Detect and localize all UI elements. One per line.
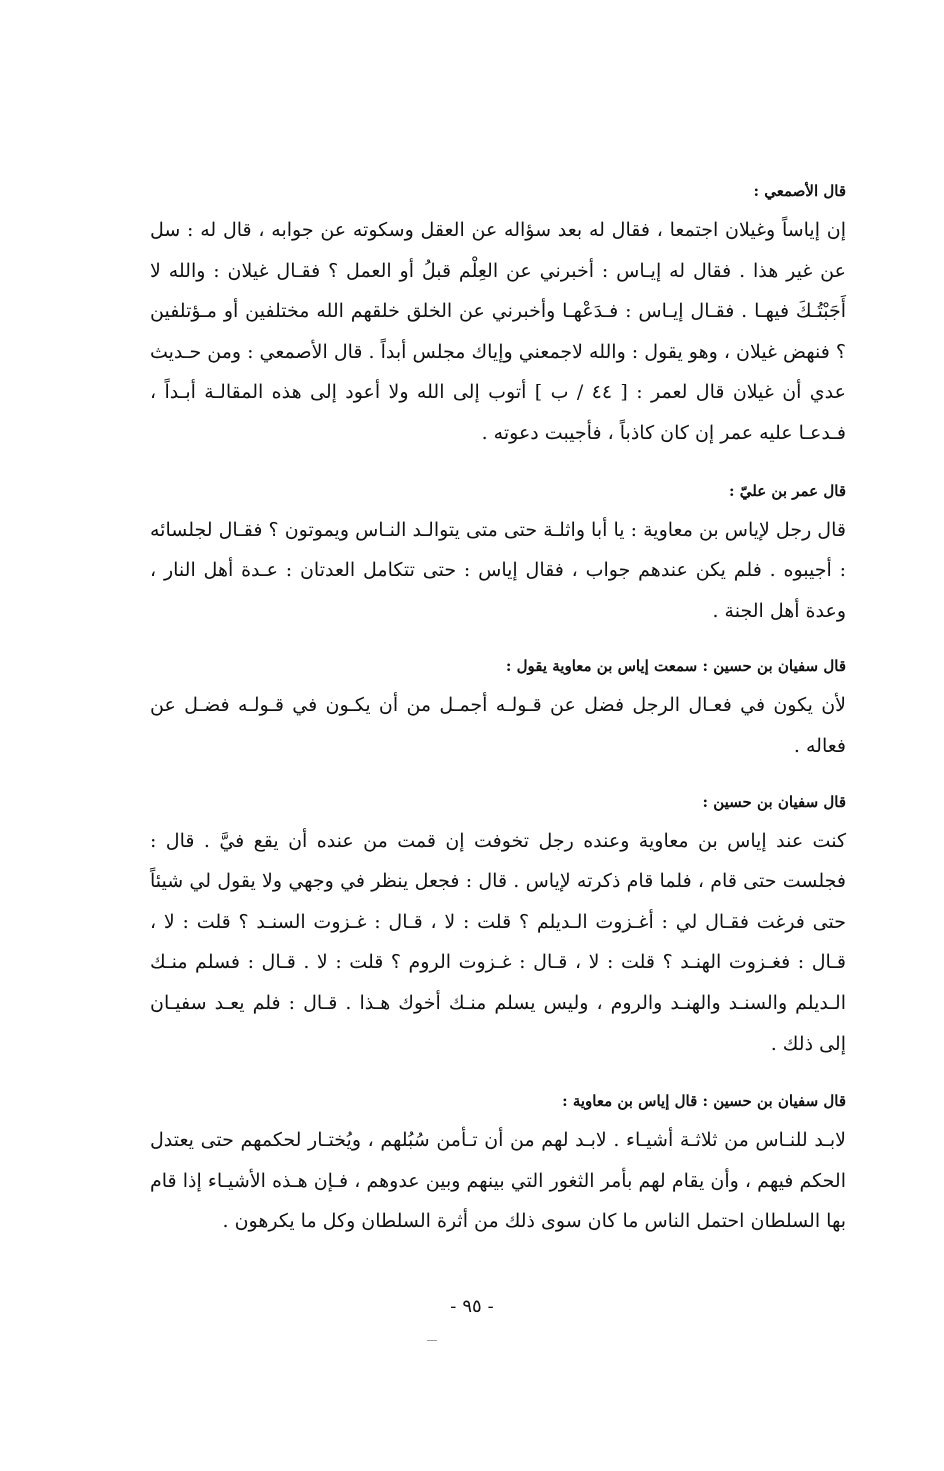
section-body: قال رجل لإياس بن معاوية : يا أبا واثلـة حتى متى يتوالـد النـاس ويموتون ؟ فقـال لجلسائه : أجيبوه . فلم يكن عندهم جواب ، فقال إياس : حتى تتكامل العدتان : عـدة أهل النار ، وعدة أهل الجنة . [150,518,846,622]
section-sufyan-3 [150,1088,846,1242]
section-heading: قال سفيان بن حسين : سمعت إياس بن معاوية يقول : [505,657,846,676]
section-heading: قال سفيان بن حسين : [702,792,846,811]
section-umar-bin-ali [150,478,846,632]
page-number [0,1296,944,1317]
section-asmai [150,178,846,454]
section-body: لابـد للنـاس من ثلاثـة أشيـاء . لابـد لهم من أن تـأمن سُبُلهم ، ويُختـار لحكمهم حتى يعتدل الحكم فيهم ، وأن يقام لهم بأمر الثغور التي بينهم وبين عدوهم ، فـإن هـذه الأشيـاء إذا قام بها السلطان احتمل الناس ما كان سوى ذلك من أثرة السلطان وكل ما يكرهون . [150,1129,846,1233]
dash-left: - [487,1296,494,1317]
section-sufyan-1 [150,653,846,766]
page-number-value: ٩٥ [462,1296,482,1317]
section-sufyan-2 [150,789,846,1065]
scan-mark [427,1340,437,1341]
section-body: إن إياساً وغيلان اجتمعا ، فقال له بعد سؤاله عن العقل وسكوته عن جوابه ، قال له : سل عن غير هذا . فقال له إيـاس : أخبرني عن العِلْم قبلُ أو العمل ؟ فقـال غيلان : والله لا أَجَبْتُـكَ فيهـا . فقـال إيـاس : فـدَعْهـا وأخبرني عن الخلق خلقهم الله مختلفين أو مـؤتلفين ؟ فنهض غيلان ، وهو يقول : والله لاجمعني وإياك مجلس أبداً . قال الأصمعي : ومن حـديث عدي أن غيلان قال لعمر : [ ٤٤ / ب ] أتوب إلى الله ولا أعود إلى هذه المقالـة أبـداً ، فـدعـا عليه عمر إن كان كاذباً ، فأجيبت دعوته . [149,219,846,444]
section-heading: قال الأصمعي : [753,182,846,200]
dash-right: - [450,1296,457,1317]
section-body: لأن يكون في فعـال الرجل فضل عن قـولـه أجمـل من أن يكـون في قـولـه فضـل عن فعاله . [150,694,846,757]
section-body: كنت عند إياس بن معاوية وعنده رجل تخوفت إن قمت من عنده أن يقع فيَّ . قال : فجلست حتى قام ، فلما قام ذكرته لإياس . قال : فجعل ينظر في وجهي ولا يقول لي شيئاً حتى فرغت فقـال لي : أغـزوت الـديلم ؟ قلت : لا ، قـال : غـزوت السنـد ؟ قلت : لا ، قـال : فغـزوت الهنـد ؟ قلت : لا ، قـال : غـزوت الروم ؟ قلت : لا . قـال : فسلم منـك الـديلم والسنـد والهنـد والروم ، وليس يسلم منـك أخوك هـذا . قـال : فلم يعـد سفيـان إلى ذلك . [150,829,846,1055]
section-heading: قال عمر بن عليّ : [729,481,846,500]
section-heading: قال سفيان بن حسين : قال إياس بن معاوية : [562,1092,846,1111]
page-content [150,178,846,1262]
